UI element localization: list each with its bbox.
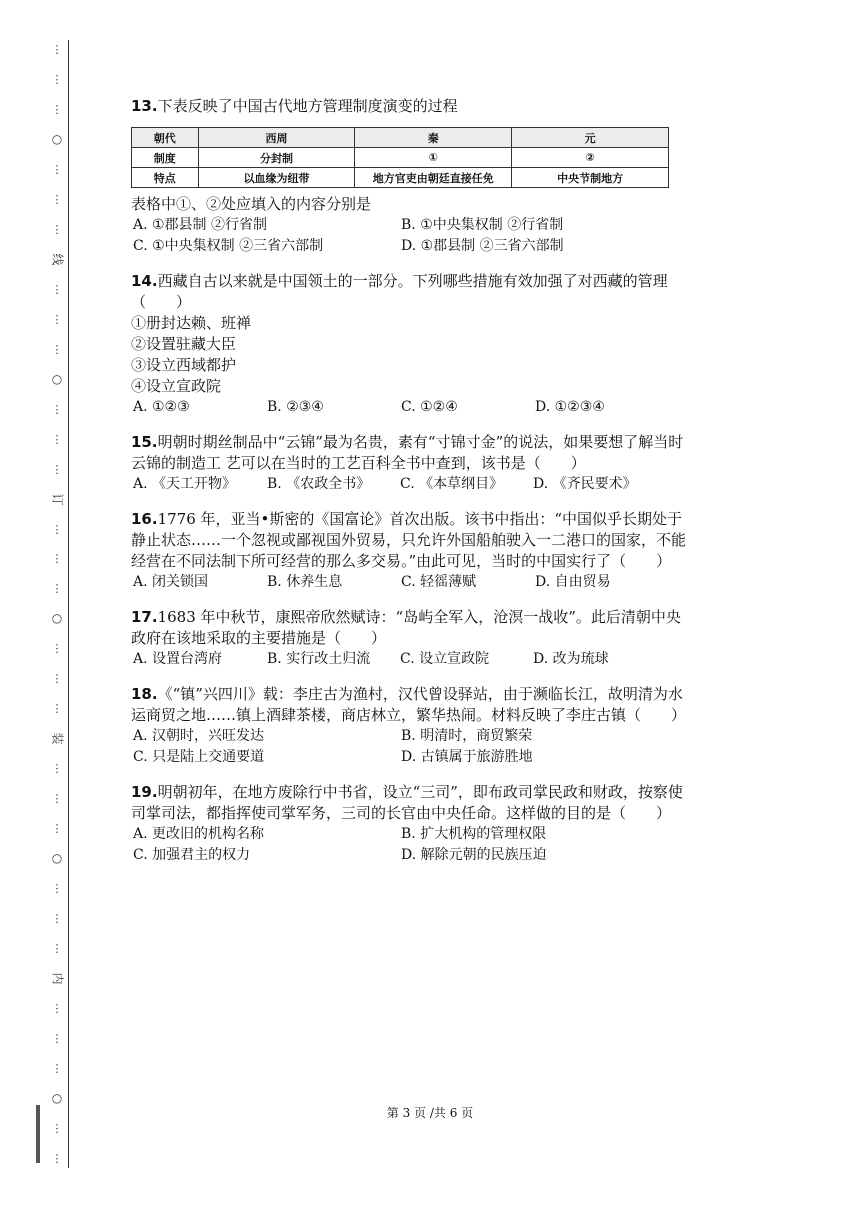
question-prompt: 表格中①、②处应填入的内容分别是 [131, 195, 372, 213]
option-c: C. ①中央集权制 ②三省六部制 [133, 238, 324, 254]
table-cell: 朝代 [132, 128, 199, 148]
answer-options [133, 215, 691, 257]
question-number: 18. [131, 685, 158, 703]
binding-circle: ○ [51, 371, 63, 386]
statement-item: ④设立宣政院 [131, 377, 222, 395]
option-d: D. 《齐民要术》 [533, 476, 637, 492]
binding-label-ding: 订 [50, 493, 65, 506]
option-b: B. 明清时，商贸繁荣 [401, 728, 533, 744]
question-number: 19. [131, 783, 158, 801]
option-d: D. 解除元朝的民族压迫 [401, 847, 547, 863]
table-cell: 中央节制地方 [512, 168, 669, 188]
question-stem: 13.下表反映了中国古代地方管理制度演变的过程 [131, 97, 458, 115]
option-d: D. 古镇属于旅游胜地 [401, 749, 533, 765]
question-stem: 18.《“镇”兴四川》载：李庄古为渔村，汉代曾设驿站，由于濒临长江，故明清为水运商贸之地……镇上酒肆茶楼，商店林立，繁华热闹。材料反映了李庄古镇（ ） [131, 685, 687, 724]
page-footer: 第 3 页 /共 6 页 [386, 1106, 474, 1120]
table-cell: 西周 [198, 128, 355, 148]
governance-table [131, 127, 669, 188]
binding-label-nei: 内 [50, 972, 65, 985]
option-b: B. ①中央集权制 ②行省制 [401, 217, 564, 233]
question-16 [131, 509, 691, 593]
table-cell: 特点 [132, 168, 199, 188]
question-number: 16. [131, 510, 158, 528]
option-b: B. 休养生息 [267, 574, 343, 590]
option-b: B. 扩大机构的管理权限 [401, 826, 547, 842]
question-17 [131, 607, 691, 670]
statement-item: ③设立西域都护 [131, 356, 237, 374]
binding-circle: ○ [51, 611, 63, 626]
statement-item: ②设置驻藏大臣 [131, 335, 237, 353]
question-stem: 19.明朝初年，在地方废除行中书省，设立“三司”，即布政司掌民政和财政，按察使司掌司法，都指挥使司掌军务，三司的长官由中央任命。这样做的目的是（ ） [131, 783, 683, 822]
table-cell: 元 [512, 128, 669, 148]
question-stem: 15.明朝时期丝制品中“云锦”最为名贵，素有“寸锦寸金”的说法，如果要想了解当时云锦的制造工 艺可以在当时的工艺百科全书中查到，该书是（ ） [131, 433, 684, 472]
question-stem: 17.1683 年中秋节，康熙帝欣然赋诗：“岛屿全军入，沧溟一战收”。此后清朝中央政府在该地采取的主要措施是（ ） [131, 608, 681, 647]
answer-options [133, 397, 691, 418]
option-a: A. 汉朝时，兴旺发达 [133, 728, 265, 744]
table-row [132, 128, 669, 148]
option-b: B. 实行改土归流 [267, 651, 371, 667]
option-b: B. ②③④ [267, 399, 324, 415]
option-a: A. ①②③ [133, 399, 190, 415]
option-c: C. 设立宣政院 [400, 651, 490, 667]
question-stem: 16.1776 年，亚当•斯密的《国富论》首次出版。该书中指出：“中国似乎长期处于静止状态……一个忽视或鄙视国外贸易，只允许外国船舶驶入一二港口的国家，不能经营在不同法制下所可经营的那么多交易。”由此可见，当时的中国实行了（ ） [131, 510, 687, 570]
option-c: C. 加强君主的权力 [133, 847, 251, 863]
question-15 [131, 432, 691, 495]
statement-item: ①册封达赖、班禅 [131, 314, 252, 332]
answer-options [133, 649, 691, 670]
answer-options [133, 474, 691, 495]
answer-options [133, 572, 691, 593]
option-a: A. 《天工开物》 [133, 476, 237, 492]
question-number: 15. [131, 433, 158, 451]
binding-circle: ○ [51, 131, 63, 146]
binding-label-zhuang: 装 [50, 732, 65, 745]
option-a: A. 闭关锁国 [133, 574, 209, 590]
table-cell: ② [512, 148, 669, 168]
option-a: A. ①郡县制 ②行省制 [133, 217, 268, 233]
question-number: 17. [131, 608, 158, 626]
table-row [132, 148, 669, 168]
table-cell: ① [355, 148, 512, 168]
answer-options [133, 824, 691, 866]
binding-circle: ○ [51, 851, 63, 866]
statement-list [131, 313, 691, 397]
table-cell: 制度 [132, 148, 199, 168]
table-cell: 分封制 [198, 148, 355, 168]
question-stem: 14.西藏自古以来就是中国领土的一部分。下列哪些措施有效加强了对西藏的管理（ ） [131, 272, 668, 311]
binding-circle: ○ [51, 1090, 63, 1105]
table-row [132, 168, 669, 188]
binding-label-xian: 线 [50, 253, 65, 266]
binding-line: ⋮ ⋮ ⋮ ○ ⋮ ⋮ ⋮ 线 ⋮ ⋮ ⋮ ○ ⋮ ⋮ ⋮ 订 ⋮ ⋮ ⋮ ○ ⋮ ⋮ ⋮ 装 ⋮ ⋮ ⋮ ○ ⋮ ⋮ ⋮ 内 ⋮ ⋮ ⋮ ○ ⋮ ⋮ [50, 43, 65, 1165]
option-c: C. 《本草纲目》 [400, 476, 504, 492]
question-14 [131, 271, 691, 418]
answer-options [133, 726, 691, 768]
option-c: C. ①②④ [401, 399, 458, 415]
option-c: C. 只是陆上交通要道 [133, 749, 265, 765]
table-cell: 秦 [355, 128, 512, 148]
option-a: A. 更改旧的机构名称 [133, 826, 265, 842]
question-number: 13. [131, 97, 158, 115]
option-c: C. 轻徭薄赋 [401, 574, 477, 590]
option-d: D. 改为琉球 [533, 651, 609, 667]
option-d: D. ①郡县制 ②三省六部制 [401, 238, 564, 254]
question-19 [131, 782, 691, 866]
table-cell: 以血缘为纽带 [198, 168, 355, 188]
option-b: B. 《农政全书》 [267, 476, 371, 492]
question-18 [131, 684, 691, 768]
question-13 [131, 96, 691, 257]
option-d: D. ①②③④ [535, 399, 605, 415]
option-d: D. 自由贸易 [535, 574, 611, 590]
exam-content [131, 96, 691, 866]
table-cell: 地方官吏由朝廷直接任免 [355, 168, 512, 188]
option-a: A. 设置台湾府 [133, 651, 223, 667]
question-number: 14. [131, 272, 158, 290]
